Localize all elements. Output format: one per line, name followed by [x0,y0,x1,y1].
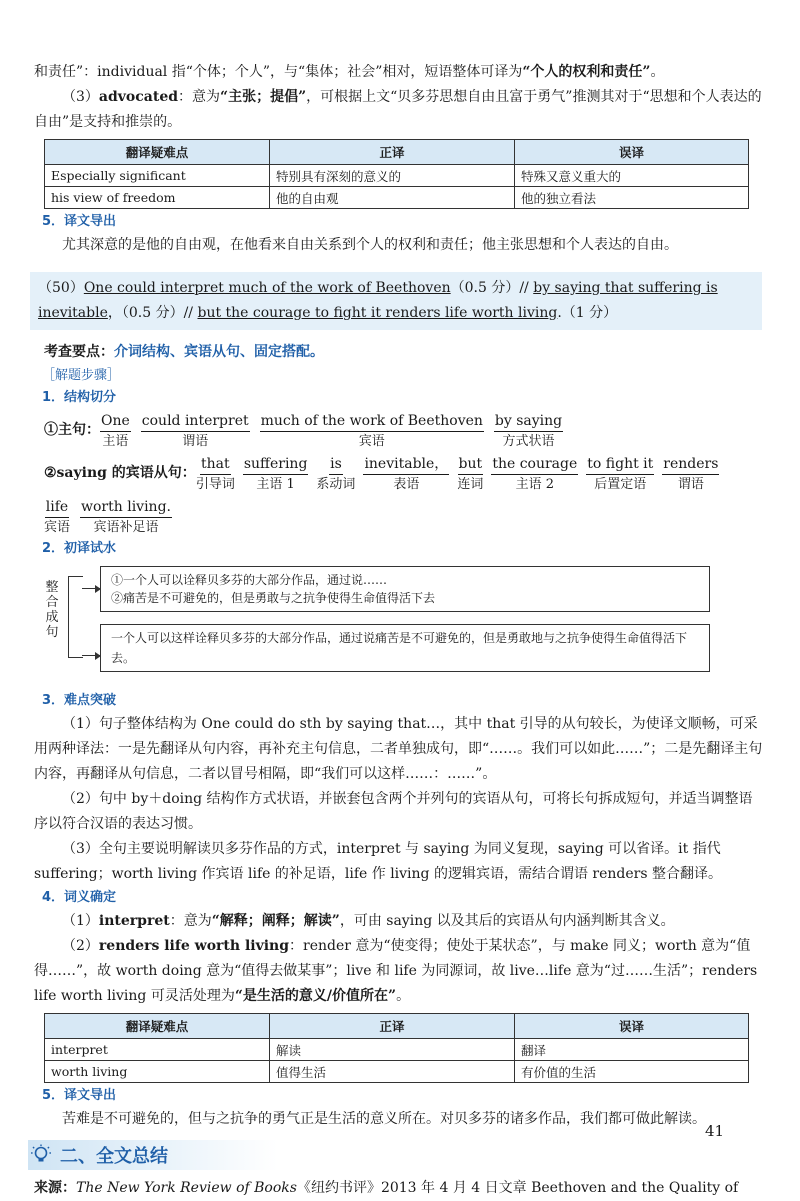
table-row [45,165,749,187]
item3-text-b: ，可根据上文“贝多芬思想自由且富于勇气”推测其对于“思想和个人表达的自由”是支持和推崇的。 [34,89,762,130]
item3-word: advocated [98,89,179,105]
solution-steps-label: ［解题步骤］ [42,368,121,383]
table-cell: 特殊又意义重大的 [515,165,749,187]
wm1-text-a: ：意为 [169,913,212,929]
table-row [45,1039,749,1061]
token-word: suffering [243,454,309,475]
draft-flow-diagram [44,566,764,684]
table-cell: 值得生活 [270,1061,515,1083]
key-points [44,340,764,365]
arrow-icon [82,588,100,589]
table-header-row [45,1014,749,1039]
draft-line-1: ①一个人可以诠释贝多芬的大部分作品，通过说…… [111,573,388,587]
token-role: 谓语 [182,434,209,449]
token [196,454,235,495]
token-word: to fight it [586,454,654,475]
wm2-text-a: ：render 意为“使变得；使处于某状态”，与 make 同义；worth 意为“值得……”，故 worth doing 意为“值得去做某事”；live 和 life 为同源词，故 live…life 意为“过……生活”；renders life worth living 可灵活处理为 [34,938,758,1004]
token [494,411,563,452]
token-role: 宾语 [358,434,385,449]
token [260,411,484,452]
token-word: life [45,497,69,518]
table-row [45,187,749,209]
header-correct: 正译 [270,1014,515,1039]
page-number: 41 [705,1122,725,1140]
source-detail: 《纽约书评》2013 年 4 月 4 日文章 Beethoven and the Quality of [296,1180,739,1196]
table-cell: interpret [45,1039,270,1061]
page-content [34,60,764,1201]
token-role: 方式状语 [502,434,555,449]
item3-text-a: ：意为 [178,89,221,105]
wm2-text-b: 。 [396,988,411,1004]
token-word: inevitable， [363,454,449,475]
token [586,454,654,495]
summary-heading [28,1140,278,1170]
section-heading-structure: 1．结构切分 [42,390,117,405]
main-clause-label: ①主句： [44,422,100,438]
token [141,411,250,452]
intro-bold: “个人的权利和责任” [522,64,651,80]
token-role: 引导词 [195,477,235,492]
token [243,454,309,495]
draft-line-2: ②痛苦是不可避免的，但是勇敢与之抗争使得生命值得活下去 [111,591,436,605]
item3-paragraph [34,85,764,135]
token [662,454,719,495]
table-cell: his view of freedom [45,187,270,209]
header-wrong: 误译 [515,140,749,165]
sentence-score-3: .（1 分） [557,305,618,321]
table-header-row [45,140,749,165]
token [363,454,449,495]
section-heading-word-meaning: 4．词义确定 [42,890,117,905]
table-cell: 解读 [270,1039,515,1061]
sentence-part-2: by saying that suffering is inevitable [38,280,718,321]
token-word: is [329,454,343,475]
token-role: 谓语 [677,477,704,492]
header-difficulty: 翻译疑难点 [45,1014,270,1039]
sentence-number: （50） [38,280,84,296]
wm1-text-b: ，可由 saying 以及其后的宾语从句内涵判断其含义。 [339,913,675,929]
word-meaning-2 [34,934,764,1009]
word-meaning-1 [34,909,764,934]
draft-box [100,566,710,612]
key-points-label: 考查要点： [44,344,114,360]
table-row [45,1061,749,1083]
source-label: 来源： [34,1180,76,1196]
sentence-score-1: （0.5 分）// [450,280,534,296]
token-role: 主语 [102,434,129,449]
token-word: renders [662,454,719,475]
arrow-icon [82,655,100,656]
token-role: 宾语补足语 [93,520,159,535]
section-heading-output-1: 5．译文导出 [42,214,117,229]
header-correct: 正译 [270,140,515,165]
table-cell: 有价值的生活 [515,1061,749,1083]
sentence-50-box [30,272,762,330]
combined-box: 一个人可以这样诠释贝多芬的大部分作品，通过说痛苦是不可避免的，但是勇敢地与之抗争使得生命值得活下去。 [100,624,710,672]
wm2-number: （2） [62,938,99,954]
key-points-text: 介词结构、宾语从句、固定搭配。 [114,344,324,360]
table-cell: 翻译 [515,1039,749,1061]
token [316,454,355,495]
translation-table-2 [44,1013,749,1083]
table-cell: 他的独立看法 [515,187,749,209]
token-role: 系动词 [316,477,356,492]
intro-line [34,60,764,85]
wm2-bold: “是生活的意义/价值所在” [234,988,397,1004]
token-word: could interpret [141,411,250,432]
object-clause-structure-cont [44,497,764,538]
intro-end: 。 [650,64,665,80]
object-clause-structure [44,454,764,495]
table-cell: 特别具有深刻的意义的 [270,165,515,187]
intro-text: 和责任”：individual 指“个体；个人”，与“集体；社会”相对，短语整体可译为 [34,64,523,80]
header-wrong: 误译 [515,1014,749,1039]
wm1-number: （1） [62,913,99,929]
token-word: that [200,454,231,475]
table-cell: worth living [45,1061,270,1083]
section-heading-difficulty: 3．难点突破 [42,693,117,708]
token-role: 主语 1 [256,477,295,492]
token-role: 主语 2 [515,477,554,492]
difficulty-paragraph-3: （3）全句主要说明解读贝多芬作品的方式，interpret 与 saying 为同义复现，saying 可以省译。it 指代 suffering；worth living 作宾语 life 的补足语，life 作 living 的逻辑宾语，需结合谓语 renders 整合翻译。 [34,841,722,882]
source-publication: The New York Review of Books [76,1180,297,1196]
wm1-word: interpret [98,913,170,929]
token-word: much of the work of Beethoven [260,411,484,432]
sentence-part-1: One could interpret much of the work of Beethoven [83,280,451,296]
difficulty-paragraph-2: （2）句中 by＋doing 结构作方式状语，并嵌套包含两个并列句的宾语从句，可将长句拆成短句，并适当调整语序以符合汉语的表达习惯。 [34,791,753,832]
token-word: worth living. [80,497,172,518]
sentence-part-3: but the courage to fight it renders life worth living [197,305,558,321]
token-word: but [458,454,484,475]
token-role: 连词 [457,477,484,492]
token-role: 宾语 [44,520,71,535]
token-word: by saying [494,411,563,432]
item3-number: （3） [62,89,99,105]
header-difficulty: 翻译疑难点 [45,140,270,165]
token-word: One [100,411,131,432]
wm2-word: renders life worth living [98,938,289,954]
source-line [34,1176,764,1201]
main-clause-structure [44,411,764,452]
token-role: 表语 [393,477,420,492]
lightbulb-icon [28,1142,54,1168]
translation-output-2: 苦难是不可避免的，但与之抗争的勇气正是生活的意义所在。对贝多芬的诸多作品，我们都可做此解读。 [62,1111,706,1127]
table-cell: Especially significant [45,165,270,187]
object-clause-label: ②saying 的宾语从句： [44,465,196,481]
table-cell: 他的自由观 [270,187,515,209]
wm1-bold: “解释；阐释；解读” [211,913,340,929]
token-role: 后置定语 [594,477,647,492]
token [44,497,70,538]
item3-bold: “主张；提倡” [220,89,307,105]
difficulty-paragraph-1: （1）句子整体结构为 One could do sth by saying that…，其中 that 引导的从句较长，为使译文顺畅，可采用两种译法：一是先翻译从句内容，再补充主句信息，二者单独成句，即“……。我们可以如此……”；二是先翻译主句内容，再翻译从句信息，二者以冒号相隔，即“我们可以这样……：……”。 [34,716,763,782]
sentence-score-2: ，（0.5 分）// [107,305,198,321]
token-word: the courage [491,454,578,475]
token [457,454,483,495]
summary-title: 二、全文总结 [60,1146,168,1167]
flow-bracket [68,576,83,658]
token [80,497,172,538]
flow-label: 整合成句 [45,580,59,640]
token [491,454,578,495]
translation-output-1: 尤其深意的是他的自由观，在他看来自由关系到个人的权利和责任；他主张思想和个人表达的自由。 [62,237,678,253]
section-heading-output-2: 5．译文导出 [42,1088,117,1103]
section-heading-draft: 2．初译试水 [42,541,117,556]
translation-table-1 [44,139,749,209]
token [100,411,131,452]
